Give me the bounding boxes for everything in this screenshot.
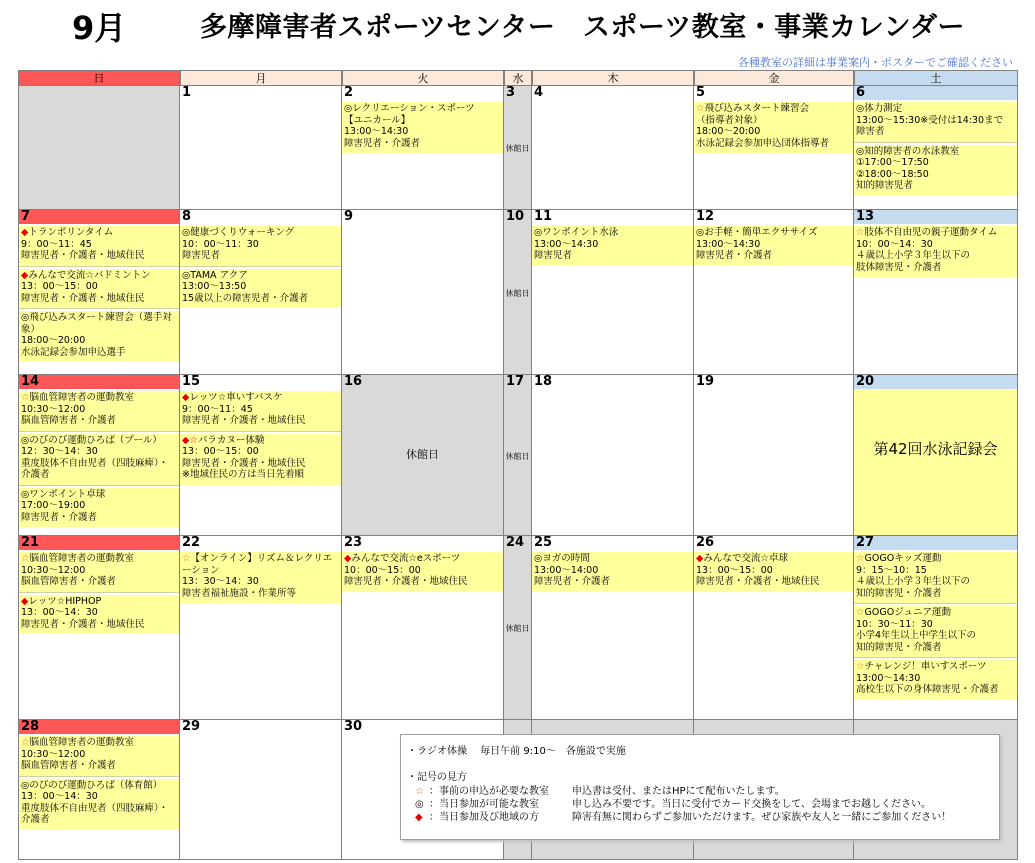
double-circle-icon: ◎ — [21, 488, 30, 500]
day-number: 13 — [854, 210, 1017, 224]
star-icon: ☆ — [856, 227, 865, 238]
day-number: 9 — [344, 210, 354, 224]
day-cell-10 — [504, 210, 532, 375]
day-number: 4 — [534, 86, 544, 100]
day-number: 24 — [506, 536, 525, 550]
event-entry — [854, 226, 1017, 277]
event-text: 飛び込みスタート練習会 （指導者対象） 18:00～20:00 水泳記録会参加申込団体指導者 — [696, 103, 830, 149]
day-cell-16 — [342, 375, 504, 536]
day-number: 8 — [182, 210, 192, 224]
event-entry — [854, 102, 1017, 143]
day-number: 20 — [854, 375, 1017, 389]
event-entry — [180, 269, 341, 309]
legend-item — [415, 785, 785, 798]
day-cell-25 — [532, 536, 694, 720]
event-text: お手軽・簡単エクササイズ 13:00～14:30 障害児者・介護者 — [696, 227, 818, 261]
event-text: 健康づくりウォーキング 10：00～11：30 障害児者 — [182, 227, 295, 261]
day-cell-21 — [18, 536, 180, 720]
legend-title: ・記号の見方 — [407, 772, 467, 783]
legend-desc: 障害有無に関わらずご参加いただけます。ぜひ家族や友人と一緒にご参加ください！ — [572, 812, 952, 823]
star-icon: ☆ — [21, 392, 30, 403]
event-entry — [342, 102, 503, 153]
double-circle-icon: ◎ — [856, 145, 865, 157]
day-cell-12 — [694, 210, 854, 375]
event-text: みんなで交流☆バドミントン 13：00～15：00 障害児者・介護者・地域住民 — [21, 269, 151, 304]
double-circle-icon: ◎ — [415, 799, 424, 810]
day-number: 25 — [534, 536, 553, 550]
diamond-icon: ◆ — [21, 269, 29, 281]
star-icon: ☆ — [856, 661, 865, 672]
double-circle-icon: ◎ — [21, 312, 30, 323]
event-text: レクリエーション・スポーツ 【ユニカール】 13:00～14:30 障害児者・介護者 — [344, 103, 475, 149]
day-number: 10 — [506, 210, 525, 224]
diamond-icon: ◆ — [344, 553, 352, 564]
event-entry — [694, 226, 853, 266]
event-entry — [854, 606, 1017, 658]
day-cell-22 — [180, 536, 342, 720]
event-entry — [854, 552, 1017, 604]
event-text: レッツ☆HIPHOP 13：00～14：30 障害児者・介護者・地域住民 — [21, 595, 145, 630]
double-circle-icon: ◎ — [182, 227, 191, 238]
event-entry — [854, 145, 1017, 196]
day-number — [694, 720, 853, 734]
day-number: 17 — [506, 375, 525, 389]
month-label: 9月 — [72, 9, 127, 47]
double-circle-icon: ◎ — [344, 103, 353, 114]
day-number — [504, 720, 531, 734]
event-text: ワンポイント卓球 17:00～19:00 障害児者・介護者 — [21, 488, 106, 523]
day-number: 21 — [19, 536, 179, 550]
event-entry — [180, 226, 341, 267]
event-text: 飛び込みスタート練習会（選手対象） 18:00～20:00 水泳記録会参加申込選手 — [21, 312, 172, 358]
event-entry — [532, 552, 693, 592]
event-text: トランポリンタイム 9：00～11：45 障害児者・介護者・地域住民 — [21, 227, 145, 261]
event-text: 脳血管障害者の運動教室 10:30～12:00 脳血管障害者・介護者 — [21, 392, 135, 426]
event-text: ヨガの時間 13:00～14:00 障害児者・介護者 — [534, 553, 611, 587]
legend-desc: 申込書は受付、またはHPにて配布いたします。 — [572, 786, 785, 797]
day-cell-7 — [18, 210, 180, 375]
details-note: 各種教室の詳細は事業案内・ポスターでご確認ください — [738, 56, 1013, 69]
empty-day-cell — [18, 86, 180, 210]
legend-item — [415, 811, 951, 824]
closed-label: 休館日 — [505, 624, 530, 633]
event-text: GOGOジュニア運動 10：30～11：30 小学4年生以上中学生以下の 知的障害児・介護者 — [856, 607, 977, 653]
event-text: みんなで交流☆eスポーツ 10：00～15：00 障害児者・介護者・地域住民 — [344, 553, 468, 587]
event-text: パラカヌー体験 13：00～15：00 障害児者・介護者・地域住民 ※地域住民の方は当日先着順 — [182, 434, 306, 480]
weekday-header-friday: 金 — [694, 70, 854, 86]
diamond-icon: ◆ — [21, 227, 29, 238]
event-entry — [19, 226, 179, 267]
star-icon: ☆ — [856, 553, 865, 564]
day-number: 5 — [696, 86, 706, 100]
day-number: 28 — [19, 720, 179, 734]
event-text: チャレンジ！車いすスポーツ 13:00～14:30 高校生以下の身体障害児・介護者 — [856, 661, 999, 695]
event-entry — [694, 552, 853, 592]
event-entry — [19, 595, 179, 635]
double-circle-icon: ◎ — [182, 269, 191, 281]
event-entry — [180, 552, 341, 603]
day-cell-28 — [18, 720, 180, 860]
day-cell-23 — [342, 536, 504, 720]
weekday-header-tuesday: 火 — [342, 70, 504, 86]
day-cell-2 — [342, 86, 504, 210]
day-number: 11 — [534, 210, 553, 224]
day-cell-11 — [532, 210, 694, 375]
star-icon: ☆ — [696, 103, 705, 114]
event-text: 脳血管障害者の運動教室 10:30～12:00 脳血管障害者・介護者 — [21, 737, 135, 771]
event-entry — [180, 434, 341, 485]
day-cell-13 — [854, 210, 1018, 375]
event-entry — [19, 269, 179, 310]
day-number: 12 — [696, 210, 715, 224]
diamond-icon: ◆☆ — [182, 434, 198, 446]
day-cell-15 — [180, 375, 342, 536]
day-number: 14 — [19, 375, 179, 389]
event-text: 脳血管障害者の運動教室 10:30～12:00 脳血管障害者・介護者 — [21, 553, 135, 587]
event-text: みんなで交流☆卓球 13：00～15：00 障害児者・介護者・地域住民 — [696, 553, 820, 587]
day-cell-20 — [854, 375, 1018, 536]
event-text: のびのび運動ひろば（体育館） 13：00～14：30 重度肢体不自由児者（四肢麻痺）・ 介護者 — [21, 779, 169, 825]
closed-label: 休館日 — [505, 451, 530, 461]
diamond-icon: ◆ — [696, 553, 704, 564]
legend-box — [400, 734, 1000, 840]
day-number: 3 — [506, 86, 516, 100]
event-entry — [694, 102, 853, 153]
event-entry — [532, 226, 693, 266]
day-cell-27 — [854, 536, 1018, 720]
day-cell-17 — [504, 375, 532, 536]
day-cell-19 — [694, 375, 854, 536]
day-cell-4 — [532, 86, 694, 210]
star-icon: ☆ — [415, 786, 424, 797]
closed-label: 休館日 — [505, 144, 530, 153]
day-number: 2 — [344, 86, 354, 100]
day-cell-5 — [694, 86, 854, 210]
day-number — [19, 86, 179, 100]
day-cell-9 — [342, 210, 504, 375]
weekday-header-monday: 月 — [180, 70, 342, 86]
weekday-header-sunday: 日 — [18, 70, 180, 86]
closed-label: 休館日 — [505, 288, 530, 298]
double-circle-icon: ◎ — [534, 227, 543, 238]
event-text: 体力測定 13:00～15:30※受付は14:30まで 障害者 — [856, 103, 1004, 137]
star-icon: ☆ — [856, 607, 865, 618]
event-entry — [342, 552, 503, 592]
diamond-icon: ◆ — [21, 595, 29, 607]
event-text: ワンポイント水泳 13:00～14:30 障害児者 — [534, 227, 619, 261]
event-entry — [19, 488, 179, 528]
day-cell-29 — [180, 720, 342, 860]
event-entry — [854, 660, 1017, 700]
double-circle-icon: ◎ — [696, 227, 705, 238]
day-number: 23 — [344, 536, 363, 550]
event-entry — [19, 311, 179, 362]
day-number: 16 — [344, 375, 363, 389]
event-entry — [19, 391, 179, 432]
day-cell-3 — [504, 86, 532, 210]
event-text: のびのび運動ひろば（プール） 12：30～14：30 重度肢体不自由児者（四肢麻痺）・ 介護者 — [21, 434, 169, 480]
day-number: 1 — [182, 86, 192, 100]
double-circle-icon: ◎ — [21, 779, 30, 791]
day-number: 22 — [182, 536, 201, 550]
day-cell-6 — [854, 86, 1018, 210]
day-cell-8 — [180, 210, 342, 375]
star-icon: ☆ — [21, 553, 30, 564]
day-cell-26 — [694, 536, 854, 720]
event-text: GOGOキッズ運動 9：15～10：15 ４歳以上小学３年生以下の 知的障害児・介護者 — [856, 553, 971, 599]
event-text: 肢体不自由児の親子運動タイム 10：00～14：30 ４歳以上小学３年生以下の 肢体障害児・介護者 — [856, 227, 998, 273]
legend-label: ：事前の申込が必要な教室 — [429, 786, 549, 797]
legend-item — [415, 798, 931, 811]
event-entry — [180, 391, 341, 432]
day-number: 18 — [534, 375, 553, 389]
diamond-icon: ◆ — [182, 392, 190, 403]
event-entry — [19, 736, 179, 777]
double-circle-icon: ◎ — [856, 103, 865, 114]
day-cell-1 — [180, 86, 342, 210]
double-circle-icon: ◎ — [534, 553, 543, 564]
event-text: レッツ☆車いすバスケ 9：00～11：45 障害児者・介護者・地域住民 — [182, 392, 306, 426]
day-number: 19 — [696, 375, 715, 389]
legend-label: ：当日参加が可能な教室 — [429, 799, 539, 810]
star-icon: ☆ — [21, 737, 30, 748]
star-icon: ☆ — [182, 553, 191, 564]
day-number: 26 — [696, 536, 715, 550]
day-number: 7 — [19, 210, 179, 224]
day-number — [854, 720, 1017, 734]
event-title-large: 第42回水泳記録会 — [873, 440, 998, 458]
event-entry — [19, 779, 179, 830]
day-number: 29 — [182, 720, 201, 734]
weekday-header-wednesday: 水 — [504, 70, 532, 86]
closed-label: 休館日 — [406, 447, 439, 461]
legend-desc: 申し込み不要です。当日に受付でカード交換をして、会場までお越しください。 — [572, 799, 931, 810]
day-number: 15 — [182, 375, 201, 389]
day-number — [532, 720, 693, 734]
day-number: 27 — [854, 536, 1017, 550]
event-entry — [19, 434, 179, 486]
day-number: 30 — [344, 720, 363, 734]
weekday-header-thursday: 木 — [532, 70, 694, 86]
day-number: 6 — [854, 86, 1017, 100]
event-text: TAMA アクア 13:00～13:50 15歳以上の障害児者・介護者 — [182, 269, 309, 304]
event-text: 知的障害者の水泳教室 ①17:00～17:50 ②18:00～18:50 知的障害児者 — [856, 145, 960, 191]
event-entry — [19, 552, 179, 593]
page-title: 多摩障害者スポーツセンター スポーツ教室・事業カレンダー — [200, 12, 966, 43]
double-circle-icon: ◎ — [21, 434, 30, 446]
event-text: 【オンライン】リズム＆レクリエーション 13：30～14：30 障害者福祉施設・作業所等 — [182, 553, 333, 599]
diamond-icon: ◆ — [415, 812, 423, 823]
day-cell-18 — [532, 375, 694, 536]
day-cell-24 — [504, 536, 532, 720]
day-cell-14 — [18, 375, 180, 536]
weekday-header-saturday: 土 — [854, 70, 1018, 86]
radio-exercise-note: ・ラジオ体操 毎日午前 9:10～ 各施設で実施 — [407, 746, 626, 757]
legend-label: ：当日参加及び地域の方 — [429, 812, 539, 823]
